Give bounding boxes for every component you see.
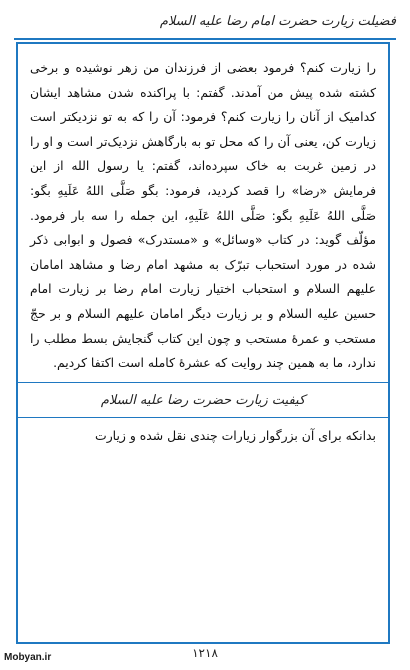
main-paragraph: را زیارت کنم؟ فرمود بعضی از فرزندان من زهر نوشیده و برخی کشته شده پیش من آمدند. گفتم: با پراکنده شدن مشاهد ایشان کدامیک از آنان را زیارت کنم؟ فرمود: آن را که به تو نزدیکتر است زیارت کن، یعنی آن را که محل تو به بارگاهش نزدیک‌تر است و او را در زمین غربت به خاک سپرده‌اند، گفتم: یا رسول الله از این فرمایش «رضا» را قصد کردید، فرمود: بگو صَلَّی اللهُ عَلَیهِ بگو: صَلَّی اللهُ عَلَیهِ بگو: صَلَّی اللهُ عَلَیهِ، این جمله را سه بار فرمود. مؤلّف گوید: در کتاب «وسائل» و «مستدرک» فصول و ابوابی ذکر شده در مورد استحباب تبرّک به مشهد امام رضا و مشاهد امامان علیهم السلام و استحباب اختیار زیارت امام رضا بر زیارت امام حسین علیه السلام و بر زیارت دیگر امامان علیهم السلام و بر حجّ مستحب و عمرهٔ مستحب و چون این کتاب گنجایش بسط مطلب را ندارد، ما به همین چند روایت که عشرهٔ کامله است اکتفا کردیم. bbox=[30, 60, 376, 371]
main-text-block bbox=[18, 44, 388, 376]
section-heading: کیفیت زیارت حضرت رضا علیه السلام bbox=[100, 392, 306, 408]
second-paragraph: بدانکه برای آن بزرگوار زیارات چندی نقل شده و زیارت bbox=[95, 427, 376, 443]
content-frame bbox=[16, 42, 390, 644]
header-rule bbox=[14, 38, 396, 40]
page-number: ۱۲۱۸ bbox=[192, 646, 218, 660]
page-header bbox=[14, 12, 396, 34]
header-title: فضیلت زیارت حضرت امام رضا علیه السلام bbox=[159, 14, 396, 29]
second-text-block bbox=[18, 418, 388, 449]
site-watermark: Mobyan.ir bbox=[4, 652, 52, 663]
section-rule-top bbox=[18, 382, 388, 383]
